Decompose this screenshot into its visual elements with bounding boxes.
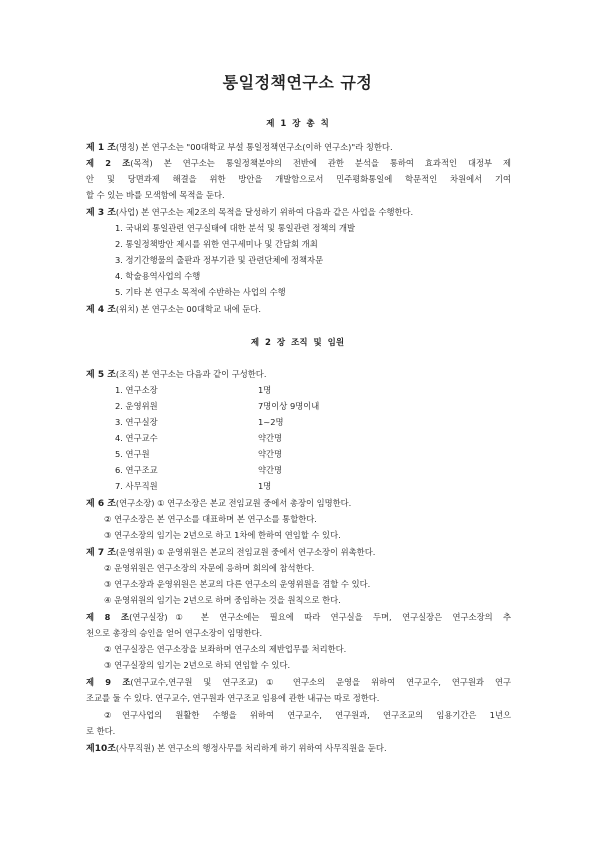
article-3 bbox=[86, 206, 413, 219]
article-9-line-1 bbox=[86, 676, 511, 688]
article-text: (운영위원) ① 운영위원은 본교의 전임교원 중에서 연구소장이 위촉한다. bbox=[115, 547, 376, 557]
article-number: 제 4 조 bbox=[86, 305, 116, 315]
article-text: (조직) 본 연구소는 다음과 같이 구성한다. bbox=[115, 369, 267, 379]
article-number: 제 9 조 bbox=[86, 677, 131, 687]
chapter-1-heading: 제 1 장 총 칙 bbox=[266, 119, 329, 129]
article-9-line-2: 조교를 둘 수 있다. 연구교수, 연구원과 연구조교 임용에 관한 내규는 따로 정한다. bbox=[86, 693, 380, 703]
chapter-2-heading: 제 2 장 조직 및 임원 bbox=[250, 338, 345, 348]
article-3-item: 5. 기타 본 연구소 목적에 수반하는 사업의 수행 bbox=[115, 287, 286, 297]
org-count: 1~2명 bbox=[258, 417, 284, 427]
article-8-clause-2: ② 연구실장은 연구소장을 보좌하며 연구소의 제반업무를 처리한다. bbox=[104, 644, 347, 654]
org-count: 7명이상 9명이내 bbox=[258, 401, 320, 411]
article-6-clause-2: ② 연구소장은 본 연구소를 대표하며 본 연구소를 통할한다. bbox=[104, 514, 317, 524]
org-role: 4. 연구교수 bbox=[115, 433, 158, 443]
article-text: (연구소장) ① 연구소장은 본교 전임교원 중에서 총장이 임명한다. bbox=[115, 498, 352, 508]
org-role: 6. 연구조교 bbox=[115, 465, 158, 475]
article-6 bbox=[86, 497, 351, 510]
article-number: 제 3 조 bbox=[86, 208, 116, 218]
org-count: 1명 bbox=[258, 385, 272, 395]
article-number: 제 2 조 bbox=[86, 158, 131, 168]
article-number: 제 7 조 bbox=[86, 548, 116, 558]
article-10 bbox=[86, 742, 387, 755]
article-2-line-3: 할 수 있는 바를 모색함에 목적을 둔다. bbox=[86, 190, 225, 200]
org-role: 1. 연구소장 bbox=[115, 385, 158, 395]
article-number: 제 6 조 bbox=[86, 499, 116, 509]
article-8-line-2: 천으로 총장의 승인을 얻어 연구소장이 임명한다. bbox=[86, 628, 263, 638]
document-title: 통일정책연구소 규정 bbox=[222, 73, 373, 92]
org-count: 약간명 bbox=[258, 465, 283, 475]
article-8-line-1 bbox=[86, 611, 511, 623]
article-number: 제 8 조 bbox=[86, 612, 130, 622]
org-role: 2. 운영위원 bbox=[115, 401, 158, 411]
article-3-item: 3. 정기간행물의 출판과 정부기관 및 관련단체에 정책자문 bbox=[115, 255, 324, 265]
article-9-clause-2-cont: 로 한다. bbox=[86, 726, 116, 736]
article-2-line-2: 안 및 당면과제 해결을 위한 방안을 개발함으로서 민주평화통일에 학문적인 차원에서 기여 bbox=[86, 174, 511, 184]
article-6-clause-3: ③ 연구소장의 임기는 2년으로 하고 1차에 한하여 연임할 수 있다. bbox=[104, 530, 341, 540]
article-text: (사업) 본 연구소는 제2조의 목적을 달성하기 위하여 다음과 같은 사업을 수행한다. bbox=[115, 207, 414, 217]
article-text: (사무직원) 본 연구소의 행정사무를 처리하게 하기 위하여 사무직원을 둔다. bbox=[115, 743, 387, 753]
article-text: (명칭) 본 연구소는 "00대학교 부설 통일정책연구소(이하 연구소)"라 칭한다. bbox=[115, 142, 393, 152]
article-1 bbox=[86, 141, 393, 154]
article-7-clause-4: ④ 운영위원의 임기는 2년으로 하며 중임하는 것을 원칙으로 한다. bbox=[104, 595, 341, 605]
org-role: 3. 연구실장 bbox=[115, 417, 158, 427]
article-number: 제 1 조 bbox=[86, 143, 116, 153]
org-role: 5. 연구원 bbox=[115, 449, 150, 459]
article-3-item: 4. 학술용역사업의 수행 bbox=[115, 271, 201, 281]
article-8-clause-3: ③ 연구실장의 임기는 2년으로 하되 연임할 수 있다. bbox=[104, 660, 291, 670]
article-2-line-1 bbox=[86, 157, 511, 169]
article-9-clause-2: ②연구사업의 원활한 수행을 위하여 연구교수, 연구원과, 연구조교의 임용기간은 1년으 bbox=[104, 710, 511, 720]
article-5 bbox=[86, 368, 266, 381]
article-text: (목적) 본 연구소는 통일정책분야의 전반에 관한 분석을 통하여 효과적인 대정부 제 bbox=[130, 158, 511, 168]
article-3-item: 2. 통일정책방안 제시를 위한 연구세미나 및 간담회 개최 bbox=[115, 239, 318, 249]
article-3-item: 1. 국내외 통일관련 연구실태에 대한 분석 및 통일관련 정책의 개발 bbox=[115, 223, 356, 233]
org-count: 약간명 bbox=[258, 449, 283, 459]
org-count: 약간명 bbox=[258, 433, 283, 443]
article-text: (위치) 본 연구소는 00대학교 내에 둔다. bbox=[115, 304, 261, 314]
article-text: (연구교수,연구원 및 연구조교)① 연구소의 운영을 위하여 연구교수, 연구원과 연구 bbox=[130, 677, 511, 687]
article-text: (연구실장)① 본 연구소에는 필요에 따라 연구실을 두며, 연구실장은 연구소장의 추 bbox=[129, 612, 511, 622]
org-count: 1명 bbox=[258, 481, 272, 491]
article-7 bbox=[86, 546, 375, 559]
org-role: 7. 사무직원 bbox=[115, 481, 158, 491]
article-number: 제 5 조 bbox=[86, 370, 116, 380]
article-7-clause-2: ② 운영위원은 연구소장의 자문에 응하며 회의에 참석한다. bbox=[104, 563, 315, 573]
article-4 bbox=[86, 303, 261, 316]
article-7-clause-3: ③ 연구소장과 운영위원은 본교의 다른 연구소의 운영위원을 겸할 수 있다. bbox=[104, 579, 371, 589]
article-number: 제10조 bbox=[86, 744, 116, 754]
